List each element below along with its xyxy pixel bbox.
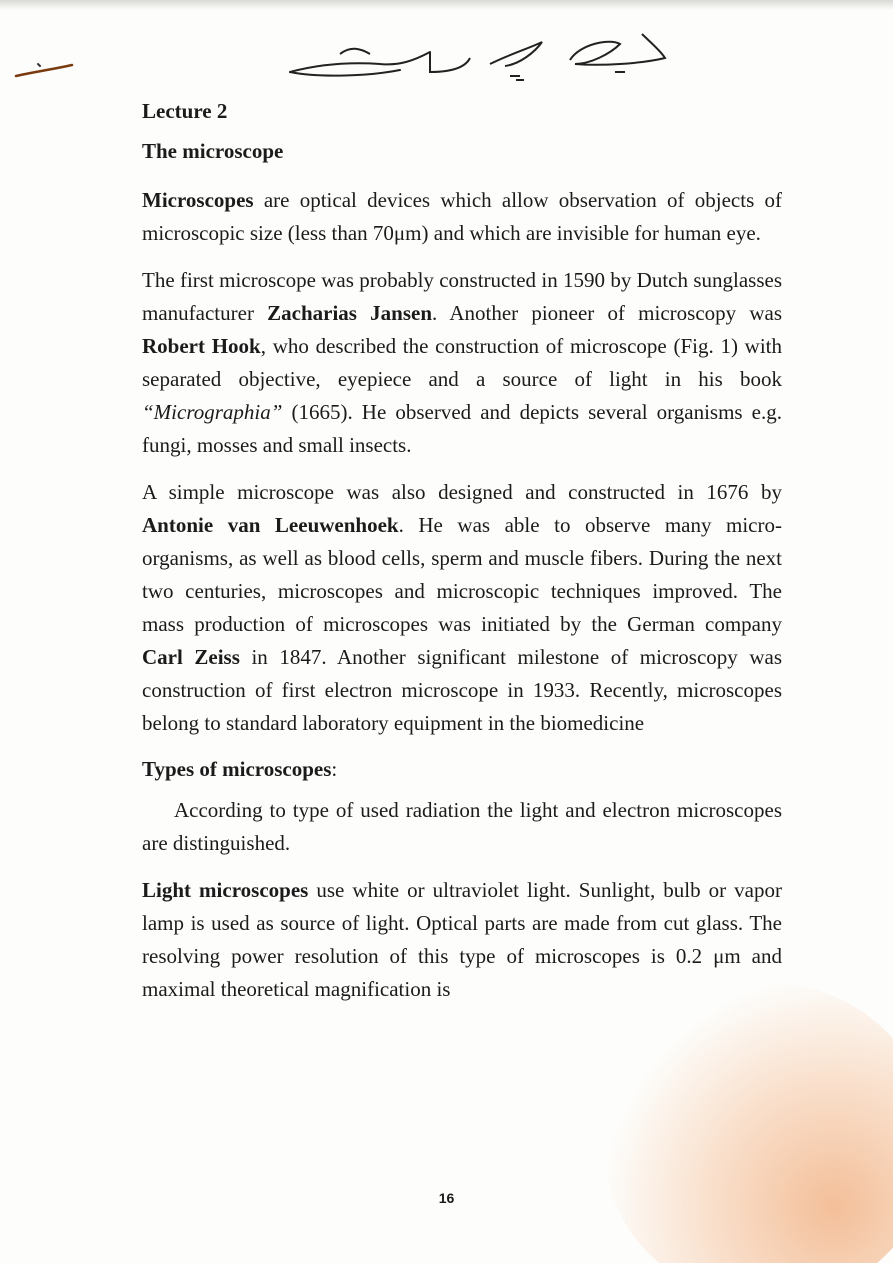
book-title-micrographia: “Micrographia”	[142, 400, 283, 424]
paragraph-text: (1665). He observed and depicts several organisms e.g. fungi, mosses and small insects.	[142, 400, 782, 457]
term-microscopes: Microscopes	[142, 188, 254, 212]
pen-mark-icon	[14, 56, 104, 86]
handwritten-signature	[280, 24, 680, 84]
term-light-microscopes: Light microscopes	[142, 878, 309, 902]
lecture-title: Lecture 2	[142, 99, 228, 123]
paragraph-light-microscopes	[142, 874, 782, 1006]
paragraph-types	[142, 794, 782, 860]
paragraph-text: The first microscope was probably constructed in 1590 by Dutch sunglasses manufacturer	[142, 268, 782, 325]
name-carl-zeiss: Carl Zeiss	[142, 645, 240, 669]
types-heading-colon: :	[331, 757, 338, 781]
paragraph-text: According to type of used radiation the light and electron microscopes are distinguished.	[142, 798, 782, 855]
lecture-content	[142, 96, 782, 1020]
paragraph-definition	[142, 184, 782, 250]
types-heading-text: Types of microscopes	[142, 757, 332, 781]
paper-stain	[603, 983, 893, 1263]
paragraph-text: in 1847. Another significant milestone of microscopy was construction of first electron microscope in 1933. Recently, microscopes belong to standard laboratory equipment in the biomedicine	[142, 645, 782, 735]
types-heading	[142, 754, 782, 784]
name-robert-hook: Robert Hook	[142, 334, 261, 358]
name-antonie-van-leeuwenhoek: Antonie van Leeuwenhoek	[142, 513, 399, 537]
scan-top-edge	[0, 0, 893, 10]
page-number: 16	[438, 1190, 455, 1206]
paragraph-text: are optical devices which allow observation of objects of microscopic size (less than 70μm) and which are invisible for human eye.	[142, 188, 782, 245]
paragraph-text: A simple microscope was also designed and constructed in 1676 by	[142, 480, 782, 504]
paragraph-history	[142, 264, 782, 462]
paragraph-text: , who described the construction of microscope (Fig. 1) with separated objective, eyepiece and a source of light in his book	[142, 334, 783, 391]
paragraph-text: . Another pioneer of microscopy was	[432, 301, 783, 325]
paragraph-leeuwenhoek	[142, 476, 782, 740]
paragraph-text: . He was able to observe many micro-organisms, as well as blood cells, sperm and muscle fibers. During the next two centuries, microscopes and microscopic techniques improved. The mass production of microscopes was initiated by the German company	[142, 513, 782, 636]
section-title: The microscope	[142, 139, 284, 163]
name-zacharias-jansen: Zacharias Jansen	[267, 301, 433, 325]
paragraph-text: use white or ultraviolet light. Sunlight, bulb or vapor lamp is used as source of light. Optical parts are made from cut glass. The resolving power resolution of this type of microscopes is 0.2 μm and maximal theoretical magnification is	[142, 878, 782, 1001]
